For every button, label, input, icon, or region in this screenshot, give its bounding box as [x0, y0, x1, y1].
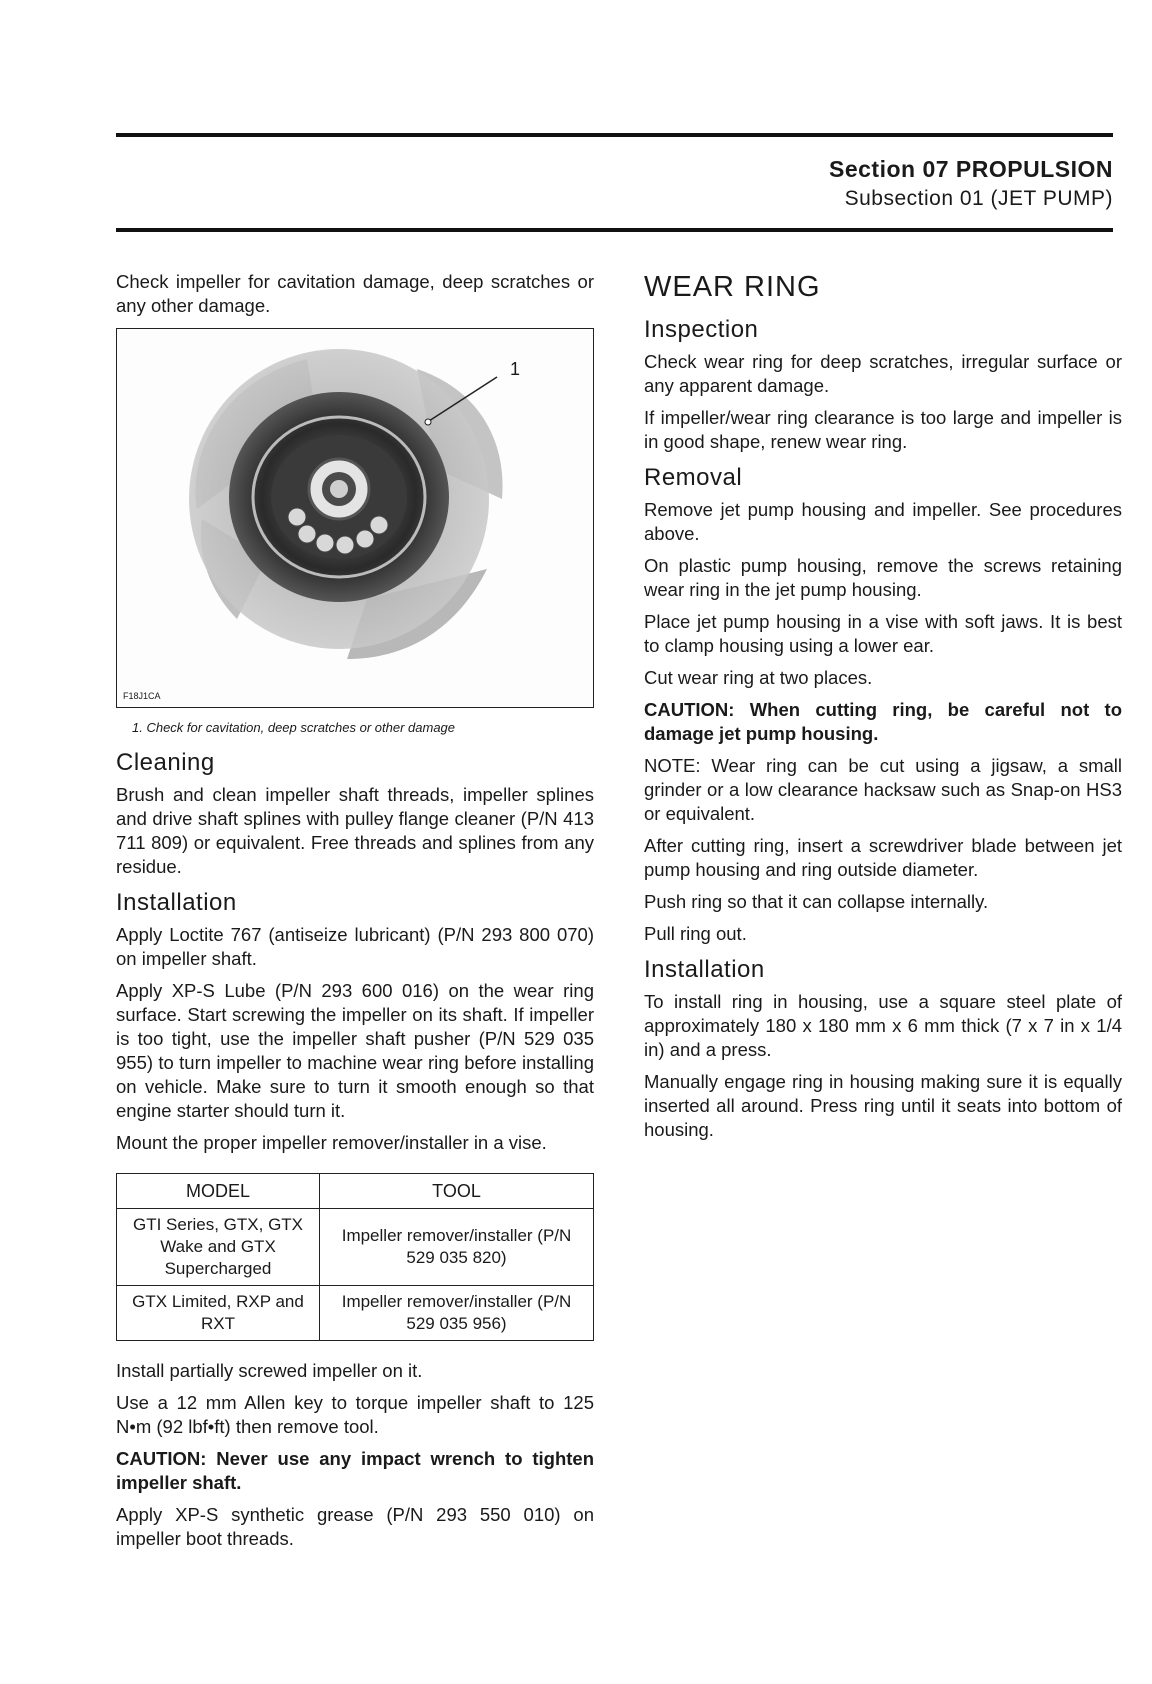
installation-heading: Installation — [116, 889, 237, 916]
table-cell-tool: Impeller remover/installer (P/N 529 035 956) — [320, 1286, 594, 1341]
intro-paragraph: Check impeller for cavitation damage, deep scratches or any other damage. — [116, 271, 594, 316]
note-text: Wear ring can be cut using a jigsaw, a small grinder or a low clearance hacksaw such as Snap-on HS3 or equivalent. — [644, 755, 1122, 824]
installation-p3: Mount the proper impeller remover/installer in a vise. — [116, 1132, 547, 1153]
right-column — [644, 270, 1122, 1150]
removal-p6: Push ring so that it can collapse internally. — [644, 891, 989, 912]
left-column — [116, 270, 594, 1559]
cleaning-text: Brush and clean impeller shaft threads, impeller splines and drive shaft splines with pulley flange cleaner (P/N 413 711 809) or equivalent. Free threads and splines from any residue. — [116, 784, 594, 877]
cleaning-heading: Cleaning — [116, 749, 215, 776]
installation-p1: Apply Loctite 767 (antiseize lubricant) (P/N 293 800 070) on impeller shaft. — [116, 924, 594, 969]
removal-p3: Place jet pump housing in a vise with soft jaws. It is best to clamp housing using a lower ear. — [644, 611, 1122, 656]
inspection-p2: If impeller/wear ring clearance is too large and impeller is in good shape, renew wear ring. — [644, 407, 1122, 452]
table-cell-tool: Impeller remover/installer (P/N 529 035 820) — [320, 1209, 594, 1286]
removal-p7: Pull ring out. — [644, 923, 747, 944]
header-rule-bottom — [116, 228, 1113, 232]
header-rule-top — [116, 133, 1113, 137]
removal-heading: Removal — [644, 464, 743, 491]
right-installation-p1: To install ring in housing, use a square steel plate of approximately 180 x 180 mm x 6 mm thick (7 x 7 in x 1/4 in) and a press. — [644, 991, 1122, 1060]
removal-caution: CAUTION: When cutting ring, be careful not to damage jet pump housing. — [644, 699, 1122, 744]
installation-p2: Apply XP-S Lube (P/N 293 600 016) on the wear ring surface. Start screwing the impeller on its shaft. If impeller is too tight, use the impeller shaft pusher (P/N 529 035 955) to turn impeller to machine wear ring before installing on vehicle. Make sure to turn it smooth enough so that engine starter should turn it. — [116, 980, 594, 1121]
callout-number: 1 — [510, 359, 521, 379]
removal-note — [644, 754, 1122, 826]
figure-caption: 1. Check for cavitation, deep scratches or other damage — [132, 720, 456, 735]
caution-text: Never use any impact wrench to tighten impeller shaft. — [116, 1448, 594, 1493]
table-cell-model: GTI Series, GTX, GTX Wake and GTX Supercharged — [117, 1209, 320, 1286]
caution-paragraph — [116, 1447, 594, 1495]
removal-p1: Remove jet pump housing and impeller. See procedures above. — [644, 499, 1122, 544]
table-header-tool: TOOL — [320, 1174, 594, 1209]
removal-p2: On plastic pump housing, remove the screws retaining wear ring in the jet pump housing. — [644, 555, 1122, 600]
inspection-heading: Inspection — [644, 316, 759, 343]
impeller-figure — [116, 328, 594, 708]
figure-code: F18J1CA — [123, 691, 161, 701]
table-header-row — [117, 1174, 594, 1209]
note-label: NOTE: — [644, 755, 701, 776]
removal-p5: After cutting ring, insert a screwdriver blade between jet pump housing and ring outside diameter. — [644, 835, 1122, 880]
removal-p4: Cut wear ring at two places. — [644, 667, 873, 688]
inspection-p1: Check wear ring for deep scratches, irregular surface or any apparent damage. — [644, 351, 1122, 396]
after-p2: Use a 12 mm Allen key to torque impeller shaft to 125 N•m (92 lbf•ft) then remove tool. — [116, 1392, 594, 1437]
table-header-model: MODEL — [117, 1174, 320, 1209]
after-p3: Apply XP-S synthetic grease (P/N 293 550 010) on impeller boot threads. — [116, 1504, 594, 1549]
section-title: Section 07 PROPULSION — [828, 156, 1113, 182]
wear-ring-title: WEAR RING — [644, 271, 821, 303]
table-cell-model: GTX Limited, RXP and RXT — [117, 1286, 320, 1341]
impeller-photo — [117, 329, 593, 707]
after-p1: Install partially screwed impeller on it. — [116, 1360, 423, 1381]
table-row — [117, 1209, 594, 1286]
tool-table — [116, 1173, 594, 1341]
subsection-title: Subsection 01 (JET PUMP) — [844, 187, 1113, 210]
right-installation-p2: Manually engage ring in housing making sure it is equally inserted all around. Press ring until it seats into bottom of housing. — [644, 1071, 1122, 1140]
caution-label: CAUTION: — [116, 1448, 207, 1469]
table-row — [117, 1286, 594, 1341]
right-installation-heading: Installation — [644, 956, 765, 983]
